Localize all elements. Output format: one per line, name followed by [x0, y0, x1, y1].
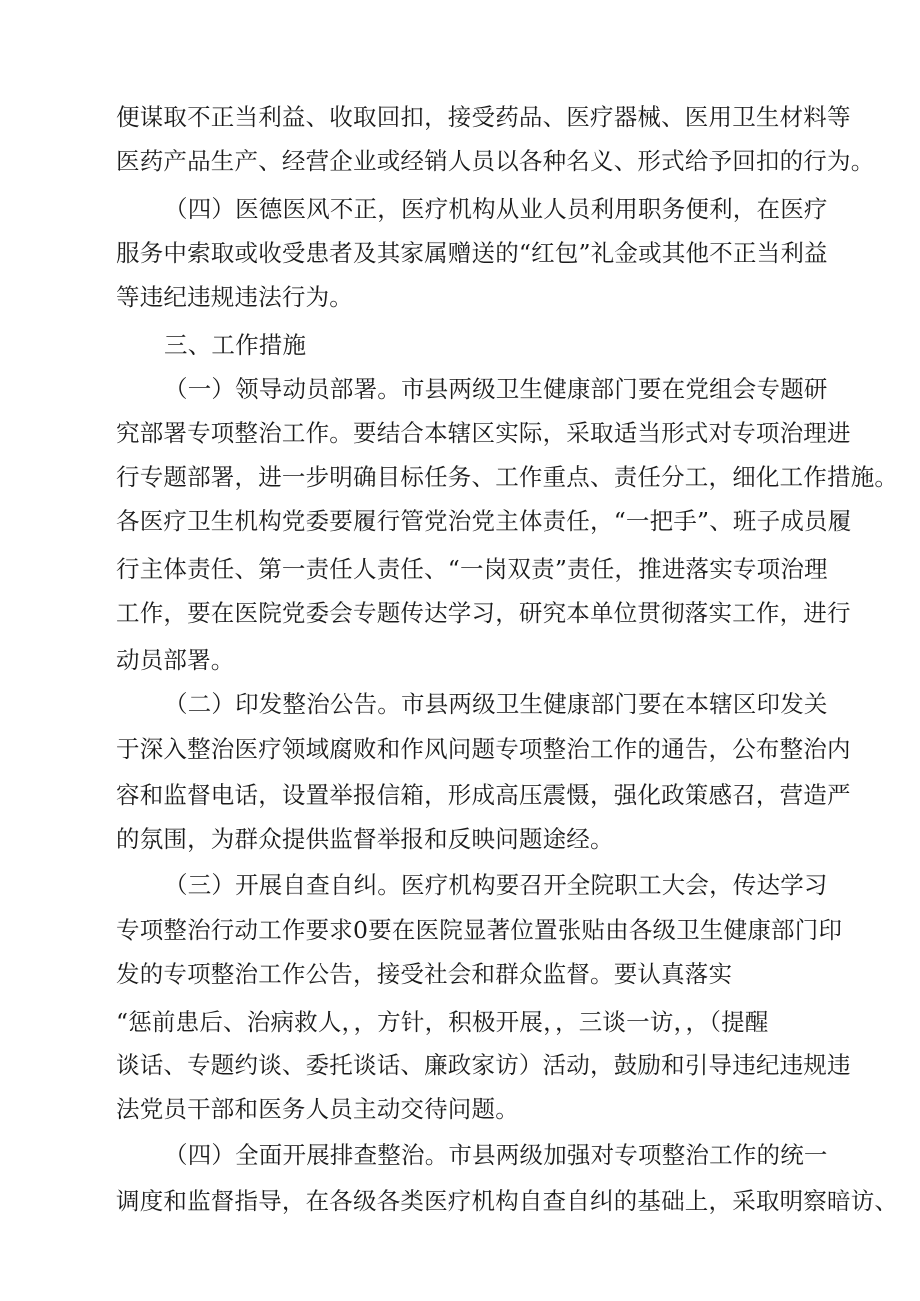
text-line-14: （二）印发整治公告。市县两级卫生健康部门要在本辖区印发关 [164, 690, 828, 718]
text-line-15: 于深入整治医疗领域腐败和作风问题专项整治工作的通告，公布整治内 [116, 735, 851, 763]
text-line-7: （一）领导动员部署。市县两级卫生健康部门要在党组会专题研 [164, 375, 828, 403]
text-line-24: （四）全面开展排查整治。市县两级加强对专项整治工作的统一 [164, 1141, 828, 1169]
text-line-4: 服务中索取或收受患者及其家属赠送的“红包”礼金或其他不正当利益 [116, 239, 828, 267]
text-line-5: 等违纪违规违法行为。 [116, 283, 353, 311]
text-line-21: “惩前患后、治病救人，，方针，积极开展，，三谈一访，，（提醒 [116, 1008, 769, 1036]
section-heading: 三、工作措施 [164, 331, 307, 359]
text-line-20: 发的专项整治工作公告，接受社会和群众监督。要认真落实 [116, 960, 733, 988]
text-line-2: 医药产品生产、经营企业或经销人员以各种名义、形式给予回扣的行为。 [116, 147, 875, 175]
text-line-8: 究部署专项整治工作。要结合本辖区实际，采取适当形式对专项治理进 [116, 419, 851, 447]
text-line-13: 动员部署。 [116, 646, 235, 674]
text-line-1: 便谋取不正当利益、收取回扣，接受药品、医疗器械、医用卫生材料等 [116, 103, 851, 131]
text-line-11: 行主体责任、第一责任人责任、“一岗双责”责任，推进落实专项治理 [116, 555, 828, 583]
text-line-9: 行专题部署，进一步明确目标任务、工作重点、责任分工，细化工作措施。 [116, 463, 899, 491]
text-line-18: （三）开展自查自纠。医疗机构要召开全院职工大会，传达学习 [164, 871, 828, 899]
text-line-16: 容和监督电话，设置举报信箱，形成高压震慑，强化政策感召，营造严 [116, 781, 851, 809]
text-line-22: 谈话、专题约谈、委托谈话、廉政家访）活动，鼓励和引导违纪违规违 [116, 1051, 851, 1079]
text-line-10: 各医疗卫生机构党委要履行管党治党主体责任，“一把手”、班子成员履 [116, 507, 852, 535]
text-line-23: 法党员干部和医务人员主动交待问题。 [116, 1095, 519, 1123]
text-line-3: （四）医德医风不正，医疗机构从业人员利用职务便利，在医疗 [164, 195, 828, 223]
text-line-25: 调度和监督指导，在各级各类医疗机构自查自纠的基础上，采取明察暗访、 [116, 1187, 899, 1215]
text-line-19: 专项整治行动工作要求0要在医院显著位置张贴由各级卫生健康部门印 [116, 916, 843, 944]
text-line-17: 的氛围，为群众提供监督举报和反映问题途经。 [116, 825, 614, 853]
text-line-12: 工作，要在医院党委会专题传达学习，研究本单位贯彻落实工作，进行 [116, 599, 851, 627]
